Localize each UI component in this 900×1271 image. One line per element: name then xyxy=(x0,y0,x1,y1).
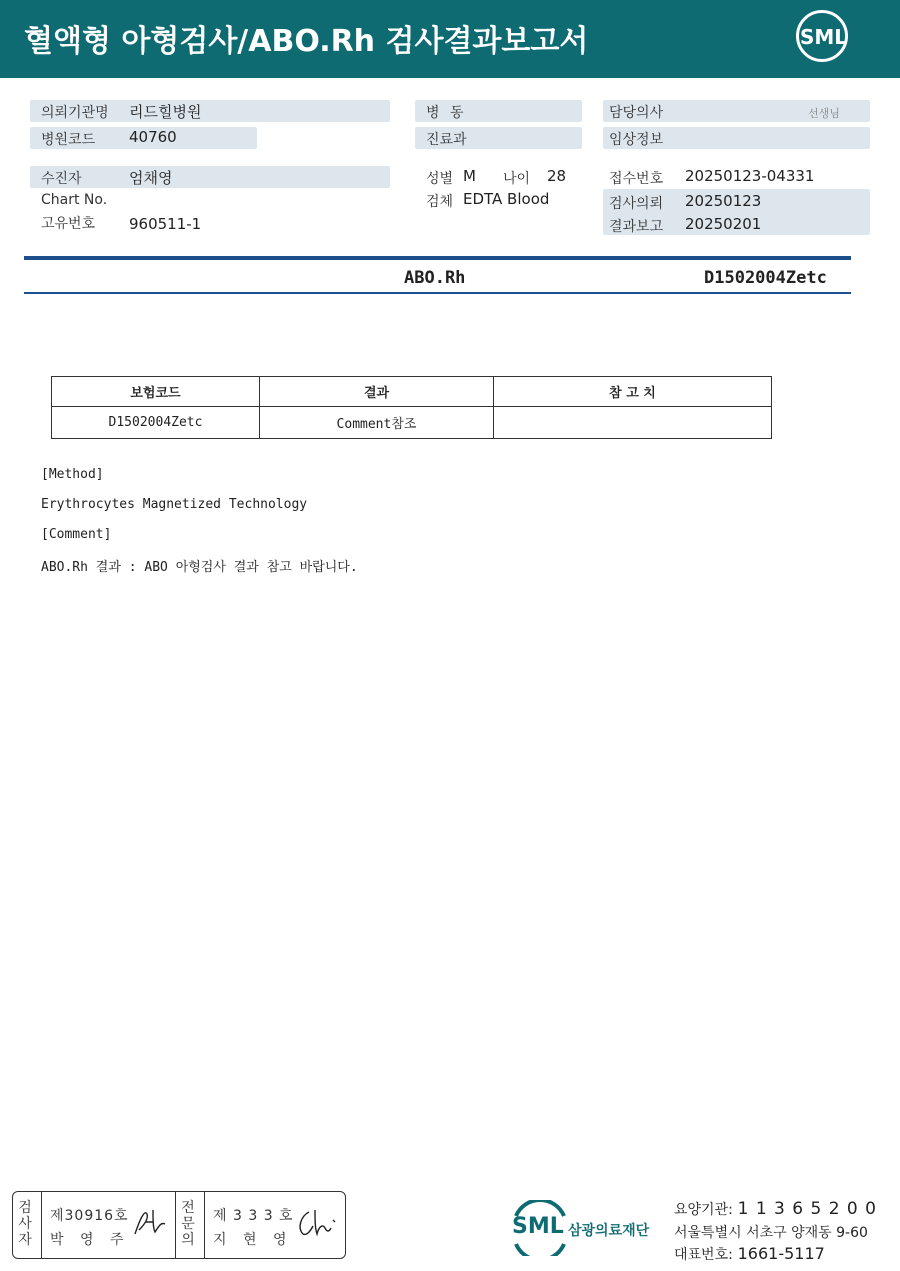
header-result: 결과 xyxy=(260,377,494,407)
signature-box xyxy=(12,1191,346,1259)
header-reference: 참 고 치 xyxy=(494,377,772,407)
receipt-label: 접수번호 xyxy=(609,171,664,187)
patient-value: 엄채영 xyxy=(129,169,173,187)
report-header xyxy=(0,0,900,78)
unique-no-value: 960511-1 xyxy=(129,215,202,233)
table-header-row xyxy=(52,377,772,407)
foundation-logo xyxy=(510,1200,662,1256)
unique-no-label: 고유번호 xyxy=(41,216,96,232)
report-date-label: 결과보고 xyxy=(609,219,664,235)
ward-label: 병 동 xyxy=(426,105,467,121)
report-title: 혈액형 아형검사/ABO.Rh 검사결과보고서 xyxy=(24,24,589,59)
hospital-code-value: 40760 xyxy=(129,128,177,146)
cell-result: Comment참조 xyxy=(260,407,494,439)
care-institution-number: 1 1 3 6 5 2 0 0 xyxy=(737,1199,877,1219)
report-date-value: 20250201 xyxy=(685,215,762,233)
examiner-label: 검사자 xyxy=(18,1200,32,1248)
chart-no-label: Chart No. xyxy=(41,192,108,208)
specialist-signature xyxy=(295,1206,339,1240)
doctor-label: 담당의사 xyxy=(609,105,664,121)
age-label: 나이 xyxy=(503,171,531,187)
section-test-code: D1502004Zetc xyxy=(704,268,827,288)
cell-insurance-code: D1502004Zetc xyxy=(52,407,260,439)
phone-number: 1661-5117 xyxy=(737,1244,825,1263)
sex-label: 성별 xyxy=(426,171,454,187)
hospital-code-label: 병원코드 xyxy=(41,132,96,148)
examiner-name: 박 영 주 xyxy=(50,1232,130,1248)
comment-heading: [Comment] xyxy=(41,527,112,542)
foundation-logo-mark: SML xyxy=(512,1214,564,1239)
table-row xyxy=(52,407,772,439)
doctor-suffix: 선생님 xyxy=(808,107,840,120)
method-text: Erythrocytes Magnetized Technology xyxy=(41,497,308,512)
receipt-value: 20250123-04331 xyxy=(685,167,815,185)
foundation-address: 서울특별시 서초구 양재동 9-60 xyxy=(674,1225,868,1241)
header-insurance-code: 보험코드 xyxy=(52,377,260,407)
examiner-license: 제30916호 xyxy=(50,1208,129,1224)
specialist-name: 지 현 영 xyxy=(213,1232,293,1248)
age-value: 28 xyxy=(547,167,567,185)
specimen-value: EDTA Blood xyxy=(463,190,550,208)
section-rule-top xyxy=(24,256,851,260)
request-value: 20250123 xyxy=(685,192,762,210)
specialist-label: 전문의 xyxy=(181,1200,195,1248)
section-test-name: ABO.Rh xyxy=(404,268,466,288)
dept-label: 진료과 xyxy=(426,132,467,148)
institution-value: 리드힐병원 xyxy=(129,103,202,121)
sex-value: M xyxy=(463,167,476,185)
care-institution-line: 요양기관: 1 1 3 6 5 2 0 0 xyxy=(674,1199,877,1219)
cell-reference xyxy=(494,407,772,439)
sml-logo: SML xyxy=(796,10,854,68)
examiner-signature xyxy=(131,1206,171,1240)
section-rule-bottom xyxy=(24,292,851,294)
phone-line: 대표번호: 1661-5117 xyxy=(674,1244,825,1263)
patient-label: 수진자 xyxy=(41,171,82,187)
comment-text: ABO.Rh 결과 : ABO 아형검사 결과 참고 바랍니다. xyxy=(41,560,358,575)
institution-label: 의뢰기관명 xyxy=(41,105,109,121)
result-table xyxy=(51,376,772,439)
method-heading: [Method] xyxy=(41,467,104,482)
specimen-label: 검체 xyxy=(426,194,454,210)
clinical-label: 임상정보 xyxy=(609,132,664,148)
patient-bar xyxy=(30,166,390,188)
request-label: 검사의뢰 xyxy=(609,196,664,212)
foundation-name: 삼광의료재단 xyxy=(568,1223,650,1239)
specialist-license: 제 3 3 3 호 xyxy=(213,1208,294,1224)
